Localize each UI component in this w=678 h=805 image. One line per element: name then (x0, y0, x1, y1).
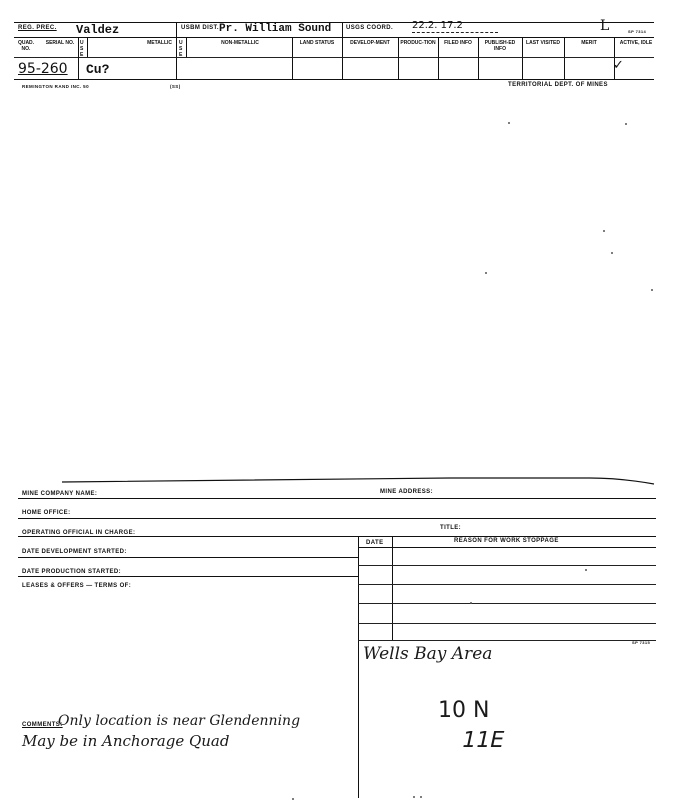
speck (292, 798, 294, 800)
reason-header: REASON FOR WORK STOPPAGE (454, 538, 559, 544)
print-code: (SS) (170, 84, 181, 89)
quad-header: QUAD. NO. (17, 40, 35, 52)
usgs-coord-label: USGS COORD. (346, 25, 394, 31)
active-idle-mark: ✓ (613, 58, 624, 73)
metallic-header: METALLIC (147, 40, 172, 46)
operating-official-label: OPERATING OFFICIAL IN CHARGE: (22, 530, 136, 536)
speck (611, 252, 613, 254)
township-note: 10 N (438, 698, 490, 723)
use-code-nonmetallic: U S E (179, 40, 183, 58)
metallic-value: Cu? (86, 62, 110, 77)
col-div-pub (522, 37, 523, 80)
col-div-dev (398, 37, 399, 80)
filed-info-header: FILED INFO (444, 40, 472, 46)
reg-prec-value: Valdez (76, 23, 120, 37)
form-number-bottom: SP 7315 (632, 640, 651, 645)
stoppage-row-5 (358, 640, 656, 641)
land-status-header: LAND STATUS (299, 40, 335, 46)
speck (470, 602, 472, 604)
official-rule (18, 536, 656, 537)
active-idle-header: ACTIVE, IDLE (619, 40, 653, 46)
area-note: Wells Bay Area (363, 644, 493, 664)
range-note: 11E (459, 728, 507, 753)
company-rule (18, 498, 656, 499)
card-top-edge (0, 470, 678, 490)
production-header: PRODUC-TION (400, 40, 436, 46)
speck (603, 230, 605, 232)
date-header: DATE (366, 540, 384, 546)
speck (508, 122, 510, 124)
top-divider-2 (342, 22, 343, 80)
comments-label: COMMENTS: (22, 722, 63, 728)
prod-started-label: DATE PRODUCTION STARTED: (22, 569, 122, 575)
row-bottom-rule (14, 79, 654, 80)
stoppage-row-1 (358, 565, 656, 566)
title-label: TITLE: (440, 525, 462, 531)
header-top-rule (14, 37, 654, 38)
col-div-nonmetallic (186, 37, 187, 57)
use-code-metallic: U S E (80, 40, 84, 58)
col-div-metallic (87, 37, 88, 57)
stoppage-header-rule (358, 547, 656, 548)
mine-company-label: MINE COMPANY NAME: (22, 491, 98, 497)
col-div-land (292, 37, 293, 80)
dev-started-rule (18, 557, 358, 558)
prod-started-rule (18, 576, 358, 577)
nonmetallic-header: NON-METALLIC (221, 40, 259, 46)
merit-header: MERIT (581, 40, 597, 46)
last-visited-header: LAST VISITED (526, 40, 560, 46)
speck (413, 796, 415, 798)
stoppage-row-3 (358, 603, 656, 604)
speck (485, 272, 487, 274)
quad-serial-value: 95-260 (18, 61, 68, 77)
comments-line-2: May be in Anchorage Quad (22, 732, 230, 750)
comments-line-1: Only location is near Glendenning (58, 713, 301, 729)
development-header: DEVELOP-MENT (350, 40, 390, 46)
dept-imprint: TERRITORIAL DEPT. OF MINES (508, 82, 608, 88)
form-number-top: SP 7314 (628, 29, 647, 34)
stoppage-row-2 (358, 584, 656, 585)
col-div-serial (78, 57, 79, 80)
stoppage-left-border (358, 536, 359, 798)
home-office-rule (18, 518, 656, 519)
col-div-filed (478, 37, 479, 80)
reg-prec-label: REG. PREC. (18, 25, 57, 31)
col-div-use1 (78, 37, 79, 57)
speck (651, 289, 653, 291)
top-divider-1 (176, 22, 177, 80)
printer-imprint: REMINGTON RAND INC. 50 (22, 84, 89, 89)
usgs-coord-value: 22.2. 17.2 (412, 20, 463, 31)
header-bottom-rule (14, 57, 654, 58)
home-office-label: HOME OFFICE: (22, 510, 71, 516)
serial-header: SERIAL NO. (45, 40, 75, 46)
speck (585, 569, 587, 571)
stoppage-date-divider (392, 536, 393, 641)
col-div-last (564, 37, 565, 80)
dev-started-label: DATE DEVELOPMENT STARTED: (22, 549, 127, 555)
speck (625, 123, 627, 125)
usbm-dist-value: Pr. William Sound (219, 23, 332, 35)
col-div-prod (438, 37, 439, 80)
usgs-coord-underline (412, 32, 498, 33)
corner-check-mark: L (600, 18, 610, 34)
leases-label: LEASES & OFFERS — TERMS OF: (22, 583, 132, 589)
published-info-header: PUBLISH-ED INFO (484, 40, 516, 52)
mine-address-label: MINE ADDRESS: (380, 489, 433, 495)
stoppage-row-4 (358, 623, 656, 624)
speck (420, 796, 422, 798)
usbm-dist-label: USBM DIST. (181, 25, 220, 31)
